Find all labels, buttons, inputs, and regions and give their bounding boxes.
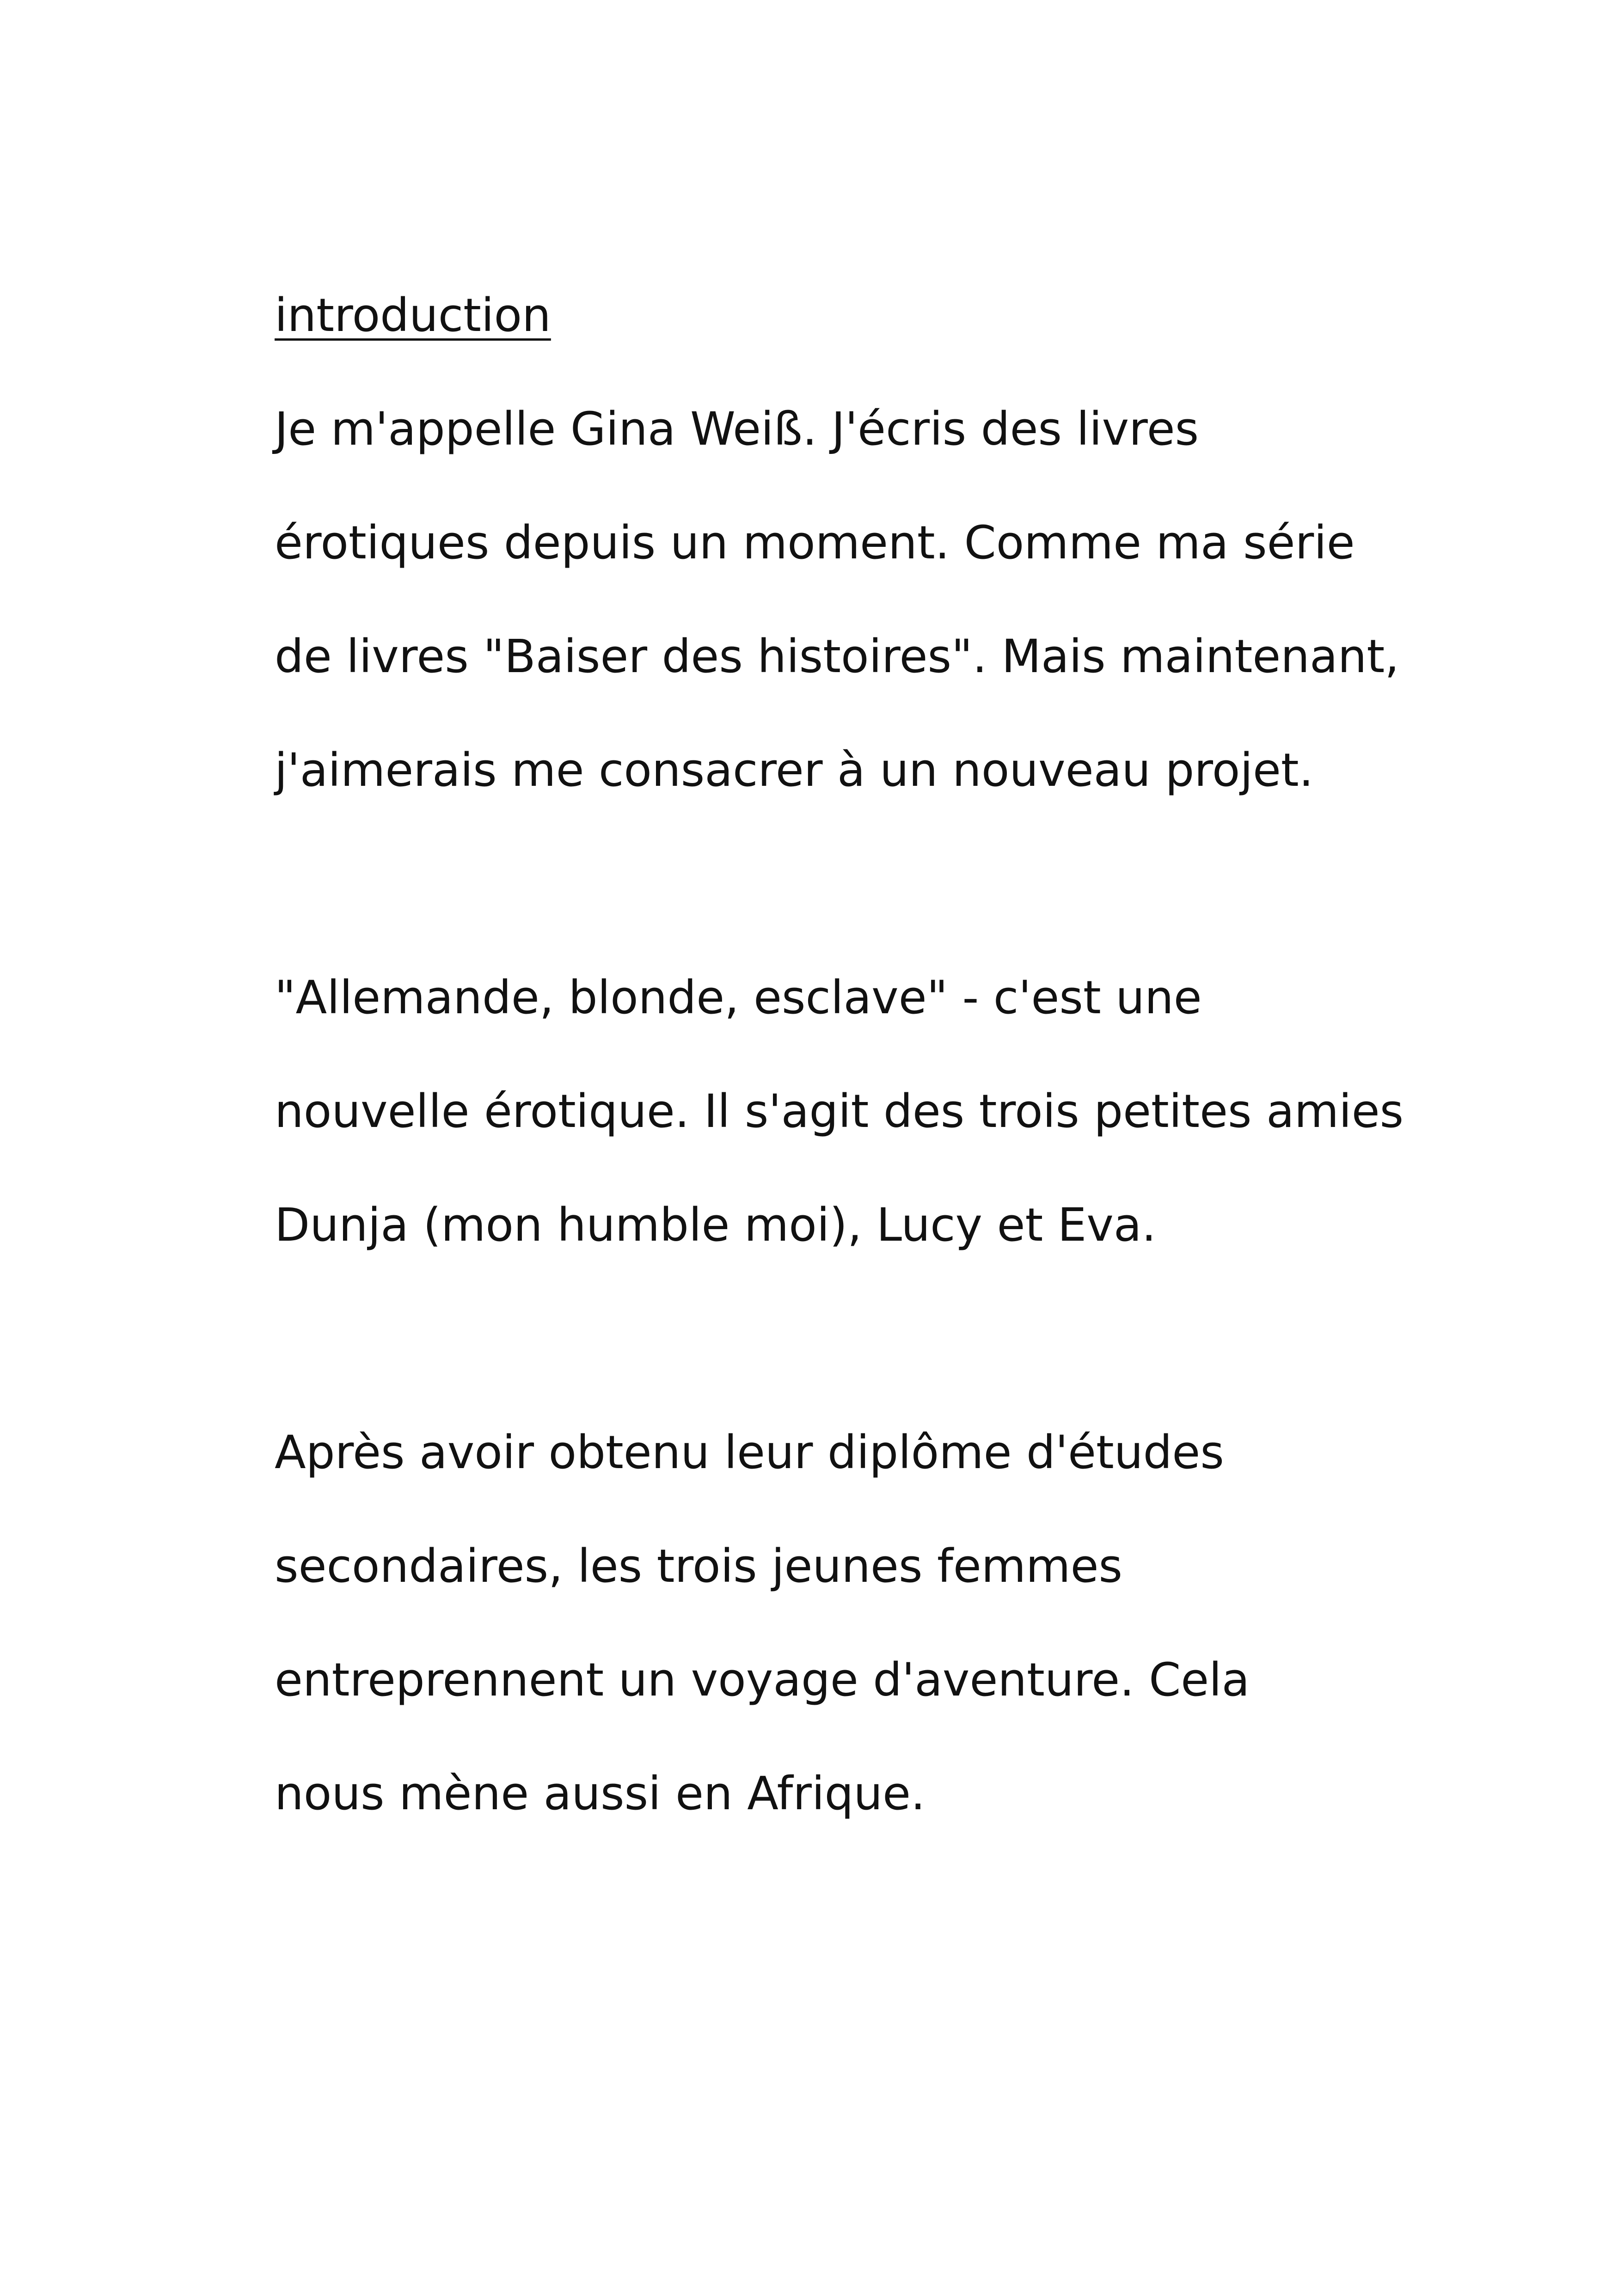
- paragraph-2-line-1: "Allemande, blonde, esclave" - c'est une: [275, 971, 1202, 1024]
- paragraph-3-line-4: nous mène aussi en Afrique.: [275, 1767, 925, 1820]
- paragraph-3-line-1: Après avoir obtenu leur diplôme d'études: [275, 1426, 1224, 1479]
- paragraph-2-line-3: Dunja (mon humble moi), Lucy et Eva.: [275, 1199, 1157, 1252]
- paragraph-3-line-2: secondaires, les trois jeunes femmes: [275, 1540, 1123, 1593]
- paragraph-3-line-3: entreprennent un voyage d'aventure. Cela: [275, 1653, 1250, 1707]
- paragraph-1-line-1: Je m'appelle Gina Weiß. J'écris des livres: [275, 403, 1199, 456]
- paragraph-1-line-2: érotiques depuis un moment. Comme ma série: [275, 516, 1355, 569]
- paragraph-1-line-3: de livres "Baiser des histoires". Mais maintenant,: [275, 630, 1399, 683]
- paragraph-1-line-4: j'aimerais me consacrer à un nouveau projet.: [275, 744, 1314, 797]
- section-heading: introduction: [275, 289, 551, 342]
- paragraph-spacer: [275, 827, 1430, 941]
- document-body: [275, 259, 1430, 1851]
- paragraph-2-line-2: nouvelle érotique. Il s'agit des trois petites amies: [275, 1085, 1404, 1138]
- paragraph-spacer: [275, 1282, 1430, 1396]
